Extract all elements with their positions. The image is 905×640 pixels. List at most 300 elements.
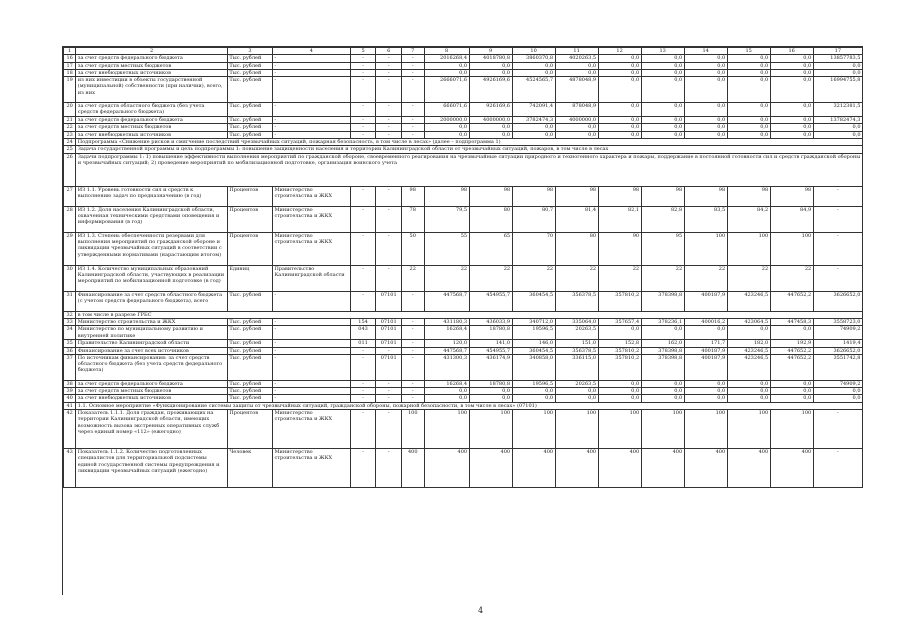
value-cell: 0,0 bbox=[598, 77, 641, 103]
value-cell: 400 bbox=[684, 449, 727, 488]
value-cell: 22 bbox=[424, 265, 469, 291]
value-cell: 340712,0 bbox=[512, 318, 555, 325]
value-cell: 80 bbox=[469, 206, 512, 232]
indicator-name: Показатель 1.1.2. Количество подготовленных специалистов для территориальной подсистемы единой государственной системы предупреждения и ликвидации чрезвычайных ситуаций (ежегодно) bbox=[76, 449, 228, 488]
base-value-cell: - bbox=[401, 388, 424, 395]
responsible-cell: - bbox=[272, 380, 350, 387]
indicator-name: за счет средств федерального бюджета bbox=[76, 380, 228, 387]
value-cell: - bbox=[813, 410, 862, 449]
value-cell: 4926169,6 bbox=[469, 77, 512, 103]
base-value-cell: 400 bbox=[401, 449, 424, 488]
value-cell: 356378,5 bbox=[555, 291, 598, 311]
value-cell: 81,4 bbox=[555, 206, 598, 232]
grbs-code-cell: - bbox=[350, 380, 376, 387]
unit-cell: Человек bbox=[227, 449, 272, 488]
indicator-name: за счет средств федерального бюджета bbox=[76, 117, 228, 124]
responsible-cell: - bbox=[272, 77, 350, 103]
grbs-code-cell: - bbox=[350, 103, 376, 117]
value-cell: - bbox=[813, 206, 862, 232]
value-cell: 98 bbox=[469, 186, 512, 206]
grbs-code-cell: 154 bbox=[350, 318, 376, 325]
value-cell: 16268,4 bbox=[424, 326, 469, 340]
value-cell: 0,0 bbox=[598, 55, 641, 62]
indicator-name: за счет средств местных бюджетов bbox=[76, 124, 228, 131]
value-cell: 0,0 bbox=[424, 395, 469, 402]
responsible-cell: Министерство строительства и ЖКХ bbox=[272, 232, 350, 265]
base-value-cell: - bbox=[401, 318, 424, 325]
value-cell: 0,0 bbox=[469, 131, 512, 138]
value-cell: 0,0 bbox=[813, 131, 862, 138]
value-cell: 400187,9 bbox=[684, 291, 727, 311]
value-cell: 356378,5 bbox=[555, 347, 598, 354]
value-cell: 22 bbox=[555, 265, 598, 291]
program-code-cell: - bbox=[376, 232, 402, 265]
value-cell: 70 bbox=[512, 232, 555, 265]
value-cell: 0,0 bbox=[684, 380, 727, 387]
value-cell: 0,0 bbox=[813, 62, 862, 69]
responsible-cell: - bbox=[272, 131, 350, 138]
program-code-cell: - bbox=[376, 117, 402, 124]
value-cell: 100 bbox=[684, 410, 727, 449]
value-cell: 100 bbox=[424, 410, 469, 449]
value-cell: 0,0 bbox=[770, 124, 813, 131]
table-row bbox=[64, 77, 863, 103]
row-number: 28 bbox=[64, 206, 76, 232]
table-row bbox=[64, 347, 863, 354]
responsible-cell: - bbox=[272, 69, 350, 76]
responsible-cell: - bbox=[272, 291, 350, 311]
unit-cell: Тыс. рублей bbox=[227, 124, 272, 131]
value-cell: 0,0 bbox=[512, 69, 555, 76]
program-code-cell: - bbox=[376, 388, 402, 395]
row-number: 32 bbox=[64, 311, 76, 318]
value-cell: 100 bbox=[512, 410, 555, 449]
value-cell: 0,0 bbox=[813, 388, 862, 395]
value-cell: 100 bbox=[727, 232, 770, 265]
grbs-code-cell: - bbox=[350, 232, 376, 265]
indicator-name: Министерство по муниципальному развитию и внутренней политике bbox=[76, 326, 228, 340]
value-cell: 454955,7 bbox=[469, 347, 512, 354]
value-cell: 0,0 bbox=[555, 69, 598, 76]
value-cell: 95 bbox=[641, 232, 684, 265]
value-cell: 13857783,5 bbox=[813, 55, 862, 62]
row-number: 42 bbox=[64, 410, 76, 449]
value-cell: 2016268,4 bbox=[424, 55, 469, 62]
value-cell: 378398,8 bbox=[641, 354, 684, 380]
indicator-name: Показатель 1.1.1. Доля граждан, проживающих на территории Калининградской области, имеющих возможность вызова экстренных оперативных служб через единый номер «112» (ежегодно) bbox=[76, 410, 228, 449]
unit-cell: Тыс. рублей bbox=[227, 326, 272, 340]
row-number: 35 bbox=[64, 340, 76, 347]
value-cell: 98 bbox=[512, 186, 555, 206]
value-cell: 400016,2 bbox=[684, 318, 727, 325]
table-row bbox=[64, 124, 863, 131]
value-cell: 400 bbox=[512, 449, 555, 488]
value-cell: 0,0 bbox=[684, 77, 727, 103]
responsible-cell: - bbox=[272, 117, 350, 124]
responsible-cell: Министерство строительства и ЖКХ bbox=[272, 186, 350, 206]
indicator-name: По источникам финансирования: за счет средств областного бюджета (без учета средств федерального бюджета) bbox=[76, 354, 228, 380]
table-row bbox=[64, 311, 863, 318]
value-cell: 340858,0 bbox=[512, 354, 555, 380]
value-cell: 3551742,8 bbox=[813, 354, 862, 380]
value-cell: 0,0 bbox=[770, 77, 813, 103]
grbs-code-cell: - bbox=[350, 131, 376, 138]
responsible-cell: Министерство строительства и ЖКХ bbox=[272, 449, 350, 488]
value-cell: 19596,5 bbox=[512, 380, 555, 387]
header-cell: 8 bbox=[424, 48, 469, 55]
value-cell: 0,0 bbox=[598, 380, 641, 387]
value-cell: 878048,9 bbox=[555, 103, 598, 117]
table-row bbox=[64, 103, 863, 117]
value-cell: 357657,4 bbox=[598, 318, 641, 325]
value-cell: 80 bbox=[555, 232, 598, 265]
table-row bbox=[64, 395, 863, 402]
value-cell: 0,0 bbox=[512, 131, 555, 138]
value-cell: 0,0 bbox=[727, 124, 770, 131]
responsible-cell: - bbox=[272, 326, 350, 340]
value-cell: 98 bbox=[684, 186, 727, 206]
table-row bbox=[64, 380, 863, 387]
program-code-cell: - bbox=[376, 124, 402, 131]
program-code-cell: - bbox=[376, 131, 402, 138]
program-code-cell: - bbox=[376, 103, 402, 117]
value-cell: 22 bbox=[512, 265, 555, 291]
value-cell: 436174,9 bbox=[469, 354, 512, 380]
grbs-code-cell: - bbox=[350, 354, 376, 380]
section-heading: Задачи подпрограммы 1: 1) повышение эффективности выполнения мероприятий по гражданской обороне, своевременного реагирования на чрезвычайные ситуации природного и техногенного характера и пожары, поддержание в постоянной готовности сил и средств гражданской обороны и чрезвычайных ситуаций; 2) проведение мероприятий по мобилизационной подготовке, организация воинского учета bbox=[76, 153, 863, 186]
value-cell: 400 bbox=[424, 449, 469, 488]
table-row bbox=[64, 146, 863, 153]
table-row bbox=[64, 153, 863, 186]
table-row bbox=[64, 139, 863, 146]
value-cell: 0,0 bbox=[641, 69, 684, 76]
value-cell: 65 bbox=[469, 232, 512, 265]
value-cell: 400187,9 bbox=[684, 354, 727, 380]
indicator-name: из них инвестиции в объекты государственной (муниципальной) собственности (при наличии), всего, из них bbox=[76, 77, 228, 103]
value-cell: 400 bbox=[555, 449, 598, 488]
indicator-name: Финансирование за счет средств областного бюджета (с учетом средств федерального бюджета), всего bbox=[76, 291, 228, 311]
value-cell: 74909,2 bbox=[813, 380, 862, 387]
value-cell: 0,0 bbox=[598, 131, 641, 138]
base-value-cell: 100 bbox=[401, 410, 424, 449]
value-cell: 0,0 bbox=[469, 69, 512, 76]
value-cell: 0,0 bbox=[727, 77, 770, 103]
grbs-code-cell: - bbox=[350, 347, 376, 354]
base-value-cell: - bbox=[401, 326, 424, 340]
value-cell: 18780,8 bbox=[469, 326, 512, 340]
value-cell: 666071,6 bbox=[424, 103, 469, 117]
value-cell: 171,7 bbox=[684, 340, 727, 347]
value-cell: 0,0 bbox=[598, 117, 641, 124]
value-cell: 0,0 bbox=[727, 69, 770, 76]
base-value-cell: - bbox=[401, 69, 424, 76]
header-cell: 10 bbox=[512, 48, 555, 55]
value-cell: 0,0 bbox=[684, 131, 727, 138]
responsible-cell: Министерство строительства и ЖКХ bbox=[272, 206, 350, 232]
header-cell: 16 bbox=[770, 48, 813, 55]
value-cell: 100 bbox=[469, 410, 512, 449]
value-cell: 4000000,0 bbox=[469, 117, 512, 124]
value-cell: 1419,4 bbox=[813, 340, 862, 347]
table-row bbox=[64, 117, 863, 124]
value-cell: 0,0 bbox=[555, 124, 598, 131]
row-number: 30 bbox=[64, 265, 76, 291]
unit-cell: Тыс. рублей bbox=[227, 117, 272, 124]
value-cell: 0,0 bbox=[424, 62, 469, 69]
value-cell: 0,0 bbox=[598, 103, 641, 117]
value-cell: 0,0 bbox=[469, 62, 512, 69]
value-cell: 0,0 bbox=[684, 395, 727, 402]
program-code-cell: - bbox=[376, 265, 402, 291]
value-cell: 0,0 bbox=[727, 380, 770, 387]
base-value-cell: - bbox=[401, 117, 424, 124]
value-cell: 423246,5 bbox=[727, 291, 770, 311]
value-cell: 0,0 bbox=[770, 380, 813, 387]
value-cell: 0,0 bbox=[684, 124, 727, 131]
row-number: 25 bbox=[64, 146, 76, 153]
grbs-code-cell: - bbox=[350, 117, 376, 124]
value-cell: 0,0 bbox=[727, 326, 770, 340]
value-cell: 335064,0 bbox=[555, 318, 598, 325]
responsible-cell: Правительство Калининградской области bbox=[272, 265, 350, 291]
program-code-cell: - bbox=[376, 410, 402, 449]
table-row bbox=[64, 291, 863, 311]
header-cell: 1 bbox=[64, 48, 76, 55]
value-cell: 13782474,3 bbox=[813, 117, 862, 124]
header-cell: 11 bbox=[555, 48, 598, 55]
unit-cell: Процентов bbox=[227, 186, 272, 206]
row-number: 27 bbox=[64, 186, 76, 206]
value-cell: 3782474,3 bbox=[512, 117, 555, 124]
value-cell: 4524565,7 bbox=[512, 77, 555, 103]
indicator-name: за счет средств местных бюджетов bbox=[76, 62, 228, 69]
value-cell: 0,0 bbox=[555, 395, 598, 402]
value-cell: 423246,5 bbox=[727, 347, 770, 354]
row-number: 23 bbox=[64, 131, 76, 138]
row-number: 20 bbox=[64, 103, 76, 117]
header-cell: 17 bbox=[813, 48, 862, 55]
value-cell: 0,0 bbox=[469, 124, 512, 131]
grbs-code-cell: - bbox=[350, 186, 376, 206]
value-cell: 4018780,8 bbox=[469, 55, 512, 62]
value-cell: 0,0 bbox=[512, 62, 555, 69]
value-cell: 0,0 bbox=[469, 395, 512, 402]
base-value-cell: - bbox=[401, 380, 424, 387]
value-cell: 2666071,6 bbox=[424, 77, 469, 103]
value-cell: 0,0 bbox=[555, 131, 598, 138]
value-cell: 0,0 bbox=[424, 388, 469, 395]
value-cell: 100 bbox=[641, 410, 684, 449]
value-cell: 454955,7 bbox=[469, 291, 512, 311]
unit-cell: Процентов bbox=[227, 206, 272, 232]
value-cell: 0,0 bbox=[424, 69, 469, 76]
value-cell: 0,0 bbox=[727, 388, 770, 395]
value-cell: 0,0 bbox=[641, 380, 684, 387]
base-value-cell: 78 bbox=[401, 206, 424, 232]
program-code-cell: 07101 bbox=[376, 340, 402, 347]
responsible-cell: - bbox=[272, 318, 350, 325]
table-row bbox=[64, 326, 863, 340]
grbs-code-cell: - bbox=[350, 206, 376, 232]
row-number: 37 bbox=[64, 354, 76, 380]
value-cell: 447652,2 bbox=[770, 347, 813, 354]
value-cell: - bbox=[813, 265, 862, 291]
unit-cell: Тыс. рублей bbox=[227, 69, 272, 76]
value-cell: 447652,2 bbox=[770, 291, 813, 311]
value-cell: 431180,3 bbox=[424, 318, 469, 325]
value-cell: 400187,9 bbox=[684, 347, 727, 354]
base-value-cell: - bbox=[401, 62, 424, 69]
unit-cell: Тыс. рублей bbox=[227, 77, 272, 103]
value-cell: 3212381,5 bbox=[813, 103, 862, 117]
value-cell: - bbox=[813, 186, 862, 206]
value-cell: 3558723,0 bbox=[813, 318, 862, 325]
indicator-name: ИЗ 1.3. Степень обеспеченности резервами для выполнения мероприятий по гражданской обороне и ликвидации чрезвычайных ситуаций в соответствии с утвержденными нормативами (нарастающим итогом) bbox=[76, 232, 228, 265]
grbs-code-cell: - bbox=[350, 55, 376, 62]
value-cell: 336115,0 bbox=[555, 354, 598, 380]
base-value-cell: - bbox=[401, 395, 424, 402]
table-row bbox=[64, 410, 863, 449]
program-code-cell: 07101 bbox=[376, 318, 402, 325]
value-cell: 4878048,9 bbox=[555, 77, 598, 103]
value-cell: 90 bbox=[598, 232, 641, 265]
unit-cell: Тыс. рублей bbox=[227, 380, 272, 387]
table-row bbox=[64, 232, 863, 265]
value-cell: 447568,7 bbox=[424, 347, 469, 354]
value-cell: 0,0 bbox=[684, 388, 727, 395]
grbs-code-cell: 011 bbox=[350, 340, 376, 347]
value-cell: 84,2 bbox=[727, 206, 770, 232]
value-cell: 22 bbox=[469, 265, 512, 291]
table-row bbox=[64, 62, 863, 69]
unit-cell: Процентов bbox=[227, 410, 272, 449]
value-cell: 357810,2 bbox=[598, 347, 641, 354]
value-cell: 0,0 bbox=[727, 103, 770, 117]
table-row bbox=[64, 131, 863, 138]
program-code-cell: - bbox=[376, 206, 402, 232]
base-value-cell: - bbox=[401, 354, 424, 380]
value-cell: 0,0 bbox=[770, 55, 813, 62]
table-row bbox=[64, 265, 863, 291]
program-code-cell: - bbox=[376, 69, 402, 76]
row-number: 36 bbox=[64, 347, 76, 354]
indicator-name: за счет средств областного бюджета (без учета средств федерального бюджета) bbox=[76, 103, 228, 117]
indicator-name: Министерство строительства и ЖКХ bbox=[76, 318, 228, 325]
indicator-name: ИЗ 1.2. Доля населения Калининградской области, охваченная техническими средствами оповещения и информирования (в год) bbox=[76, 206, 228, 232]
value-cell: 100 bbox=[684, 232, 727, 265]
table-row bbox=[64, 206, 863, 232]
unit-cell: Тыс. рублей bbox=[227, 340, 272, 347]
value-cell: 152,8 bbox=[598, 340, 641, 347]
value-cell: 16268,4 bbox=[424, 380, 469, 387]
value-cell: 82,1 bbox=[598, 206, 641, 232]
value-cell: 4020263,5 bbox=[555, 55, 598, 62]
responsible-cell: - bbox=[272, 62, 350, 69]
value-cell: 423246,5 bbox=[727, 354, 770, 380]
value-cell: 100 bbox=[727, 410, 770, 449]
value-cell: 0,0 bbox=[512, 388, 555, 395]
value-cell: 0,0 bbox=[424, 124, 469, 131]
value-cell: 436033,9 bbox=[469, 318, 512, 325]
value-cell: 0,0 bbox=[684, 326, 727, 340]
grbs-code-cell: - bbox=[350, 395, 376, 402]
value-cell: 0,0 bbox=[641, 395, 684, 402]
value-cell: 357810,2 bbox=[598, 354, 641, 380]
row-number: 22 bbox=[64, 124, 76, 131]
value-cell: 74909,2 bbox=[813, 326, 862, 340]
program-code-cell: 07101 bbox=[376, 326, 402, 340]
value-cell: 20263,5 bbox=[555, 380, 598, 387]
value-cell: 22 bbox=[727, 265, 770, 291]
base-value-cell: 50 bbox=[401, 232, 424, 265]
row-number: 41 bbox=[64, 402, 76, 409]
value-cell: 742091,4 bbox=[512, 103, 555, 117]
row-number: 33 bbox=[64, 318, 76, 325]
value-cell: 0,0 bbox=[641, 103, 684, 117]
row-number: 17 bbox=[64, 62, 76, 69]
program-code-cell: 07101 bbox=[376, 354, 402, 380]
value-cell: 0,0 bbox=[641, 124, 684, 131]
value-cell: 0,0 bbox=[770, 326, 813, 340]
base-value-cell: - bbox=[401, 340, 424, 347]
value-cell: - bbox=[813, 449, 862, 488]
value-cell: 182,0 bbox=[727, 340, 770, 347]
value-cell: 0,0 bbox=[598, 395, 641, 402]
value-cell: 0,0 bbox=[641, 62, 684, 69]
value-cell: 0,0 bbox=[770, 117, 813, 124]
responsible-cell: - bbox=[272, 388, 350, 395]
value-cell: 0,0 bbox=[598, 326, 641, 340]
unit-cell: Тыс. рублей bbox=[227, 291, 272, 311]
header-cell: 9 bbox=[469, 48, 512, 55]
value-cell: 98 bbox=[770, 186, 813, 206]
value-cell: 0,0 bbox=[727, 62, 770, 69]
row-number: 16 bbox=[64, 55, 76, 62]
header-row bbox=[64, 48, 863, 55]
value-cell: 22 bbox=[641, 265, 684, 291]
table-row bbox=[64, 69, 863, 76]
document-page bbox=[62, 46, 863, 595]
value-cell: 98 bbox=[598, 186, 641, 206]
value-cell: 400 bbox=[727, 449, 770, 488]
value-cell: 18780,8 bbox=[469, 380, 512, 387]
header-cell: 15 bbox=[727, 48, 770, 55]
table-row bbox=[64, 402, 863, 409]
base-value-cell: - bbox=[401, 131, 424, 138]
page-number: 4 bbox=[478, 606, 484, 615]
value-cell: 378398,8 bbox=[641, 347, 684, 354]
row-number: 18 bbox=[64, 69, 76, 76]
value-cell: 0,0 bbox=[641, 388, 684, 395]
value-cell: 0,0 bbox=[770, 62, 813, 69]
value-cell: 0,0 bbox=[555, 62, 598, 69]
grbs-code-cell: 043 bbox=[350, 326, 376, 340]
table-row bbox=[64, 186, 863, 206]
indicator-name: ИЗ 1.1. Уровень готовности сил и средств к выполнению задач по предназначению (в год) bbox=[76, 186, 228, 206]
value-cell: 98 bbox=[641, 186, 684, 206]
value-cell: 378236,1 bbox=[641, 318, 684, 325]
row-number: 26 bbox=[64, 153, 76, 186]
value-cell: 0,0 bbox=[684, 62, 727, 69]
table-row bbox=[64, 388, 863, 395]
indicator-name: за счет средств местных бюджетов bbox=[76, 388, 228, 395]
value-cell: 16994755,8 bbox=[813, 77, 862, 103]
value-cell: 100 bbox=[555, 410, 598, 449]
header-cell: 6 bbox=[376, 48, 402, 55]
value-cell: 0,0 bbox=[770, 395, 813, 402]
value-cell: 3626652,0 bbox=[813, 291, 862, 311]
unit-cell: Единиц bbox=[227, 265, 272, 291]
